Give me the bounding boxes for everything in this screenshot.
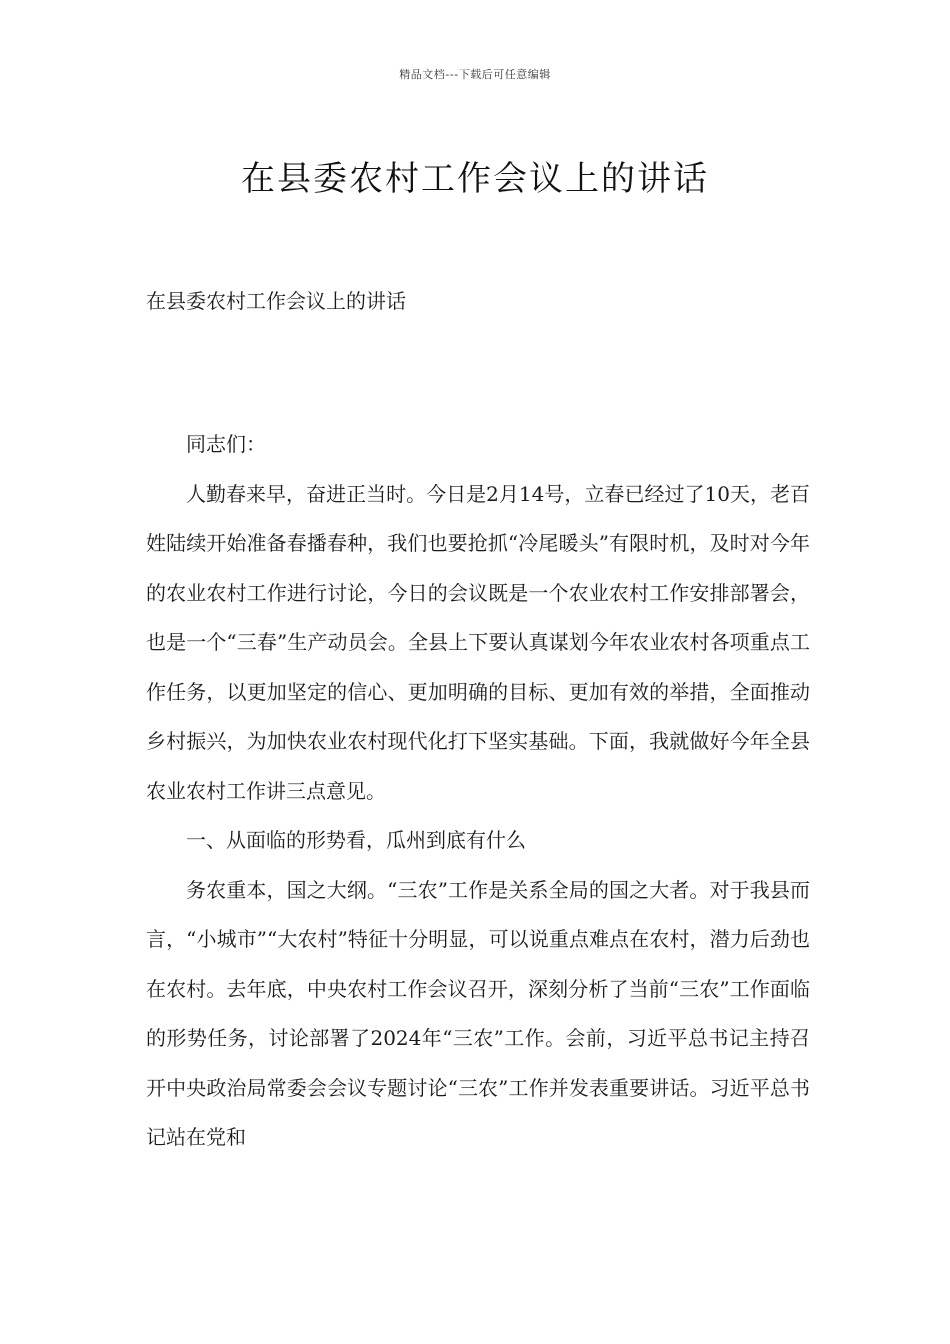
section-heading: 一、从面临的形势看，瓜州到底有什么 bbox=[186, 828, 526, 852]
salutation: 同志们： bbox=[186, 432, 266, 456]
body-paragraph: 人勤春来早，奋进正当时。今日是2月14号，立春已经过了10天，老百姓陆续开始准备春播春种，我们也要抢抓“冷尾暖头”有限时机，及时对今年的农业农村工作进行讨论，今日的会议既是一个农业农村工作安排部署会，也是一个“三春”生产动员会。全县上下要认真谋划今年农业农村各项重点工作任务，以更加坚定的信心、更加明确的目标、更加有效的举措，全面推动乡村振兴，为加快农业农村现代化打下坚实基础。下面，我就做好今年全县农业农村工作讲三点意见。 bbox=[146, 481, 810, 803]
document-title: 在县委农村工作会议上的讲话 bbox=[241, 158, 709, 199]
document-body bbox=[146, 420, 810, 1163]
header-note: 精品文档---下载后可任意编辑 bbox=[399, 68, 551, 81]
document-subtitle: 在县委农村工作会议上的讲话 bbox=[146, 289, 406, 313]
body-paragraph: 务农重本，国之大纲。“三农”工作是关系全局的国之大者。对于我县而言，“小城市”“大农村”特征十分明显，可以说重点难点在农村，潜力后劲也在农村。去年底，中央农村工作会议召开，深刻分析了当前“三农”工作面临的形势任务，讨论部署了2024年“三农”工作。会前，习近平总书记主持召开中央政治局常委会会议专题讨论“三农”工作并发表重要讲话。习近平总书记站在党和 bbox=[146, 877, 810, 1149]
